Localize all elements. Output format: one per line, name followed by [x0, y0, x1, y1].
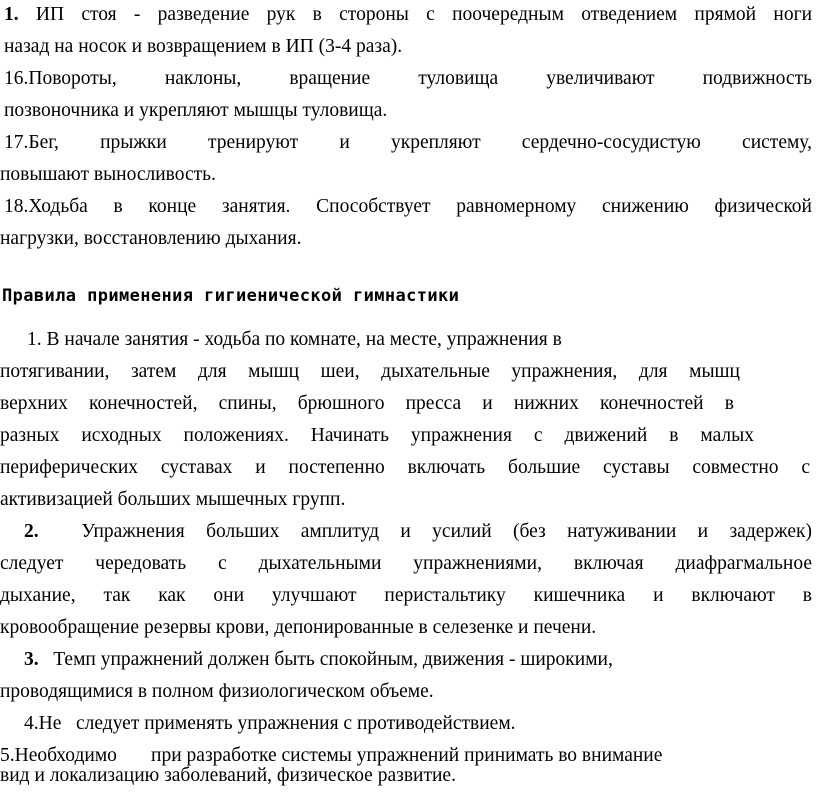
rule-1-line-4: разных исходных положениях. Начинать упражнения с движений в малых — [0, 425, 754, 446]
item-1-number: 1. — [4, 4, 19, 25]
rule-5-line-2: вид и локализацию заболеваний, физическое развитие. — [0, 765, 456, 786]
rule-1-line-3: верхних конечностей, спины, брюшного пресса и нижних конечностей в — [0, 393, 734, 414]
rule-1-line-6: активизацией больших мышечных групп. — [0, 489, 346, 510]
rule-2-line-2: следует чередовать с дыхательными упражнениями, включая диафрагмальное — [0, 553, 812, 574]
rule-3-text-1: Темп упражнений должен быть спокойным, движения - широкими, — [53, 649, 613, 670]
rule-4-line: 4.Не следует применять упражнения с противодействием. — [24, 713, 516, 734]
item-18-line-2: нагрузки, восстановлению дыхания. — [0, 228, 302, 249]
rule-1-line-5: периферических суставах и постепенно включать большие суставы совместно с — [0, 457, 810, 478]
item-1-line-2: назад на носок и возвращением в ИП (3-4 раза). — [4, 36, 403, 57]
rule-2-line-1 — [24, 516, 812, 548]
rule-2-text-1: Упражнения больших амплитуд и усилий (без натуживании и задержек) — [81, 521, 812, 542]
item-1-text: ИП стоя - разведение рук в стороны с поочередным отведением прямой ноги — [35, 4, 812, 25]
rule-2-line-3: дыхание, так как они улучшают перистальтику кишечника и включают в — [0, 585, 812, 606]
rule-3-line-1 — [24, 644, 613, 676]
rule-2-number: 2. — [24, 521, 39, 542]
item-17-line-2: повышают выносливость. — [0, 164, 216, 185]
item-17-line-1: 17.Бег, прыжки тренируют и укрепляют сердечно-сосудистую систему, — [4, 132, 812, 153]
item-16-line-1: 16.Повороты, наклоны, вращение туловища увеличивают подвижность — [4, 68, 812, 89]
rule-2-line-4: кровообращение резервы крови, депонированные в селезенке и печени. — [0, 617, 597, 638]
rule-3-line-2: проводящимися в полном физиологическом объеме. — [0, 681, 434, 702]
item-1-line-1 — [4, 0, 812, 31]
section-heading: Правила применения гигиенической гимнастики — [2, 286, 460, 306]
rule-3-number: 3. — [24, 649, 39, 670]
rule-1-line-1: 1. В начале занятия - ходьба по комнате, на месте, упражнения в — [27, 329, 562, 350]
rule-1-line-2: потягивании, затем для мышц шеи, дыхательные упражнения, для мышц — [0, 361, 740, 382]
rule-5-line-1: 5.Необходимо при разработке системы упражнений принимать во внимание — [0, 745, 663, 766]
item-16-line-2: позвоночника и укрепляют мышцы туловища. — [4, 100, 388, 121]
item-18-line-1: 18.Ходьба в конце занятия. Способствует равномерному снижению физической — [4, 196, 812, 217]
